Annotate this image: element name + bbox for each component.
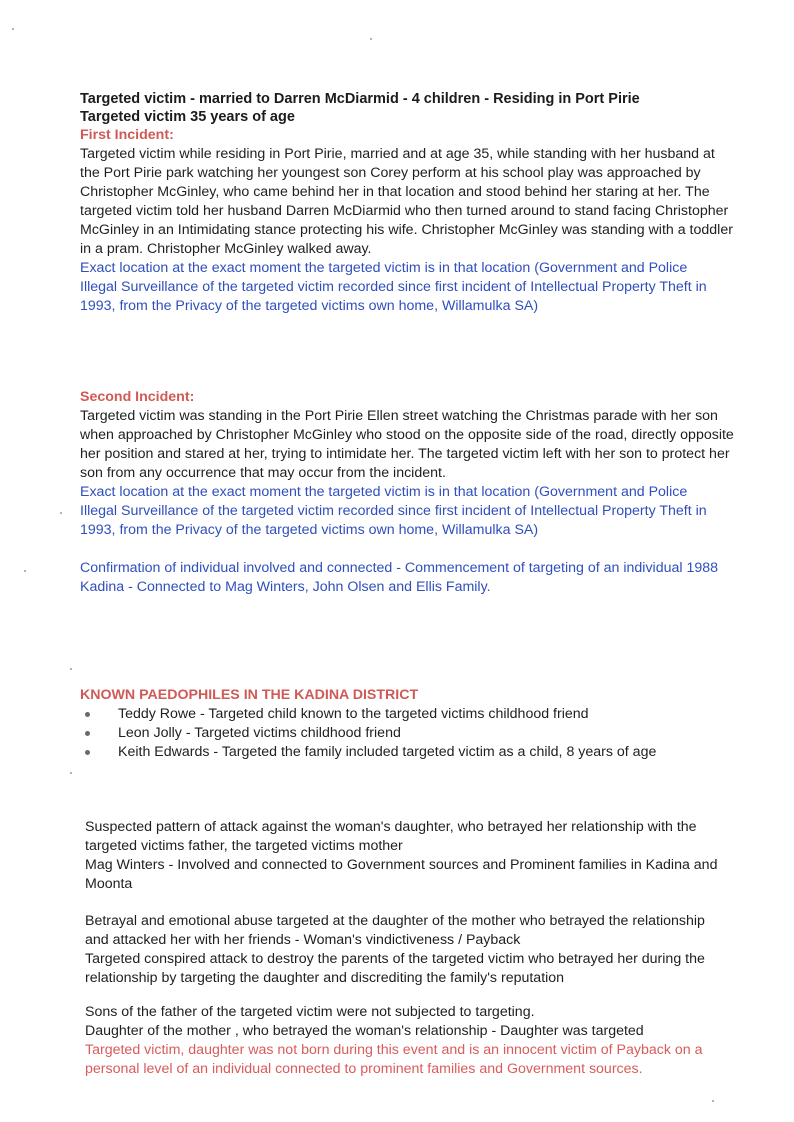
sons-red-note: Targeted victim, daughter was not born during this event and is an innocent victim of Payback on a personal level of an individual connected to prominent families and Government sources.: [85, 1042, 703, 1077]
bullet-icon: [85, 731, 90, 736]
first-incident-section: [80, 126, 735, 316]
first-incident-location-note: Exact location at the exact moment the targeted victim is in that location (Government and Police Illegal Surveillance of the targeted victim recorded since first incident of Intellectual Property Theft in 1993, from the Privacy of the targeted victims own home, Willamulka SA): [80, 260, 707, 314]
document-header: [80, 90, 740, 126]
betrayal-line-1: Betrayal and emotional abuse targeted at the daughter of the mother who betrayed the relationship and attacked her with her friends - Woman's vindictiveness / Payback: [85, 913, 705, 948]
known-section-heading: KNOWN PAEDOPHILES IN THE KADINA DISTRICT: [80, 687, 419, 703]
bullet-icon: [85, 750, 90, 755]
first-incident-body: Targeted victim while residing in Port Pirie, married and at age 35, while standing with her husband at the Port Pirie park watching her youngest son Corey perform at his school play was approached by Christopher McGinley, who came behind her in that location and stood behind her staring at her. The targeted victim told her husband Darren McDiarmid who then turned around to stand facing Christopher McGinley in an Intimidating stance protecting his wife. Christopher McGinley was standing with a toddler in a pram. Christopher McGinley walked away.: [80, 146, 733, 257]
pattern-line-2: Mag Winters - Involved and connected to Government sources and Prominent families in Kadina and Moonta: [85, 857, 718, 892]
scan-speck: [60, 512, 62, 514]
scan-speck: [70, 772, 72, 774]
scan-speck: [370, 38, 372, 40]
confirmation-note: Confirmation of individual involved and connected - Commencement of targeting of an individual 1988 Kadina - Connected to Mag Winters, John Olsen and Ellis Family.: [80, 560, 719, 595]
second-incident-body: Targeted victim was standing in the Port Pirie Ellen street watching the Christmas parade with her son when approached by Christopher McGinley who stood on the opposite side of the road, directly opposite her position and stared at her, trying to intimidate her. The targeted victim left with her son to protect her son from any occurrence that may occur from the incident.: [80, 408, 734, 481]
second-incident-heading: Second Incident:: [80, 389, 195, 405]
known-list: [80, 705, 730, 762]
sons-section: [85, 1003, 735, 1079]
list-item: Leon Jolly - Targeted victims childhood friend: [80, 724, 730, 743]
second-incident-location-note: Exact location at the exact moment the targeted victim is in that location (Government and Police Illegal Surveillance of the targeted victim recorded since first incident of Intellectual Property Theft in 1993, from the Privacy of the targeted victims own home, Willamulka SA): [80, 484, 707, 538]
header-line-2: Targeted victim 35 years of age: [80, 109, 295, 125]
list-item: Teddy Rowe - Targeted child known to the targeted victims childhood friend: [80, 705, 730, 724]
scan-speck: [12, 28, 14, 30]
pattern-line-1: Suspected pattern of attack against the woman's daughter, who betrayed her relationship with the targeted victims father, the targeted victims mother: [85, 819, 697, 854]
betrayal-section: [85, 912, 730, 988]
scan-speck: [712, 1100, 714, 1102]
header-line-1: Targeted victim - married to Darren McDiarmid - 4 children - Residing in Port Pirie: [80, 91, 640, 107]
list-item: Keith Edwards - Targeted the family included targeted victim as a child, 8 years of age: [80, 743, 730, 762]
pattern-section: [85, 818, 730, 894]
known-section: [80, 686, 730, 762]
betrayal-line-2: Targeted conspired attack to destroy the parents of the targeted victim who betrayed her during the relationship by targeting the daughter and discrediting the family's reputation: [85, 951, 705, 986]
second-incident-section: [80, 388, 735, 597]
scan-speck: [70, 668, 72, 670]
scan-speck: [24, 570, 26, 572]
first-incident-heading: First Incident:: [80, 127, 174, 143]
sons-line-2: Daughter of the mother , who betrayed the woman's relationship - Daughter was targeted: [85, 1023, 644, 1039]
sons-line-1: Sons of the father of the targeted victim were not subjected to targeting.: [85, 1004, 535, 1020]
bullet-icon: [85, 712, 90, 717]
